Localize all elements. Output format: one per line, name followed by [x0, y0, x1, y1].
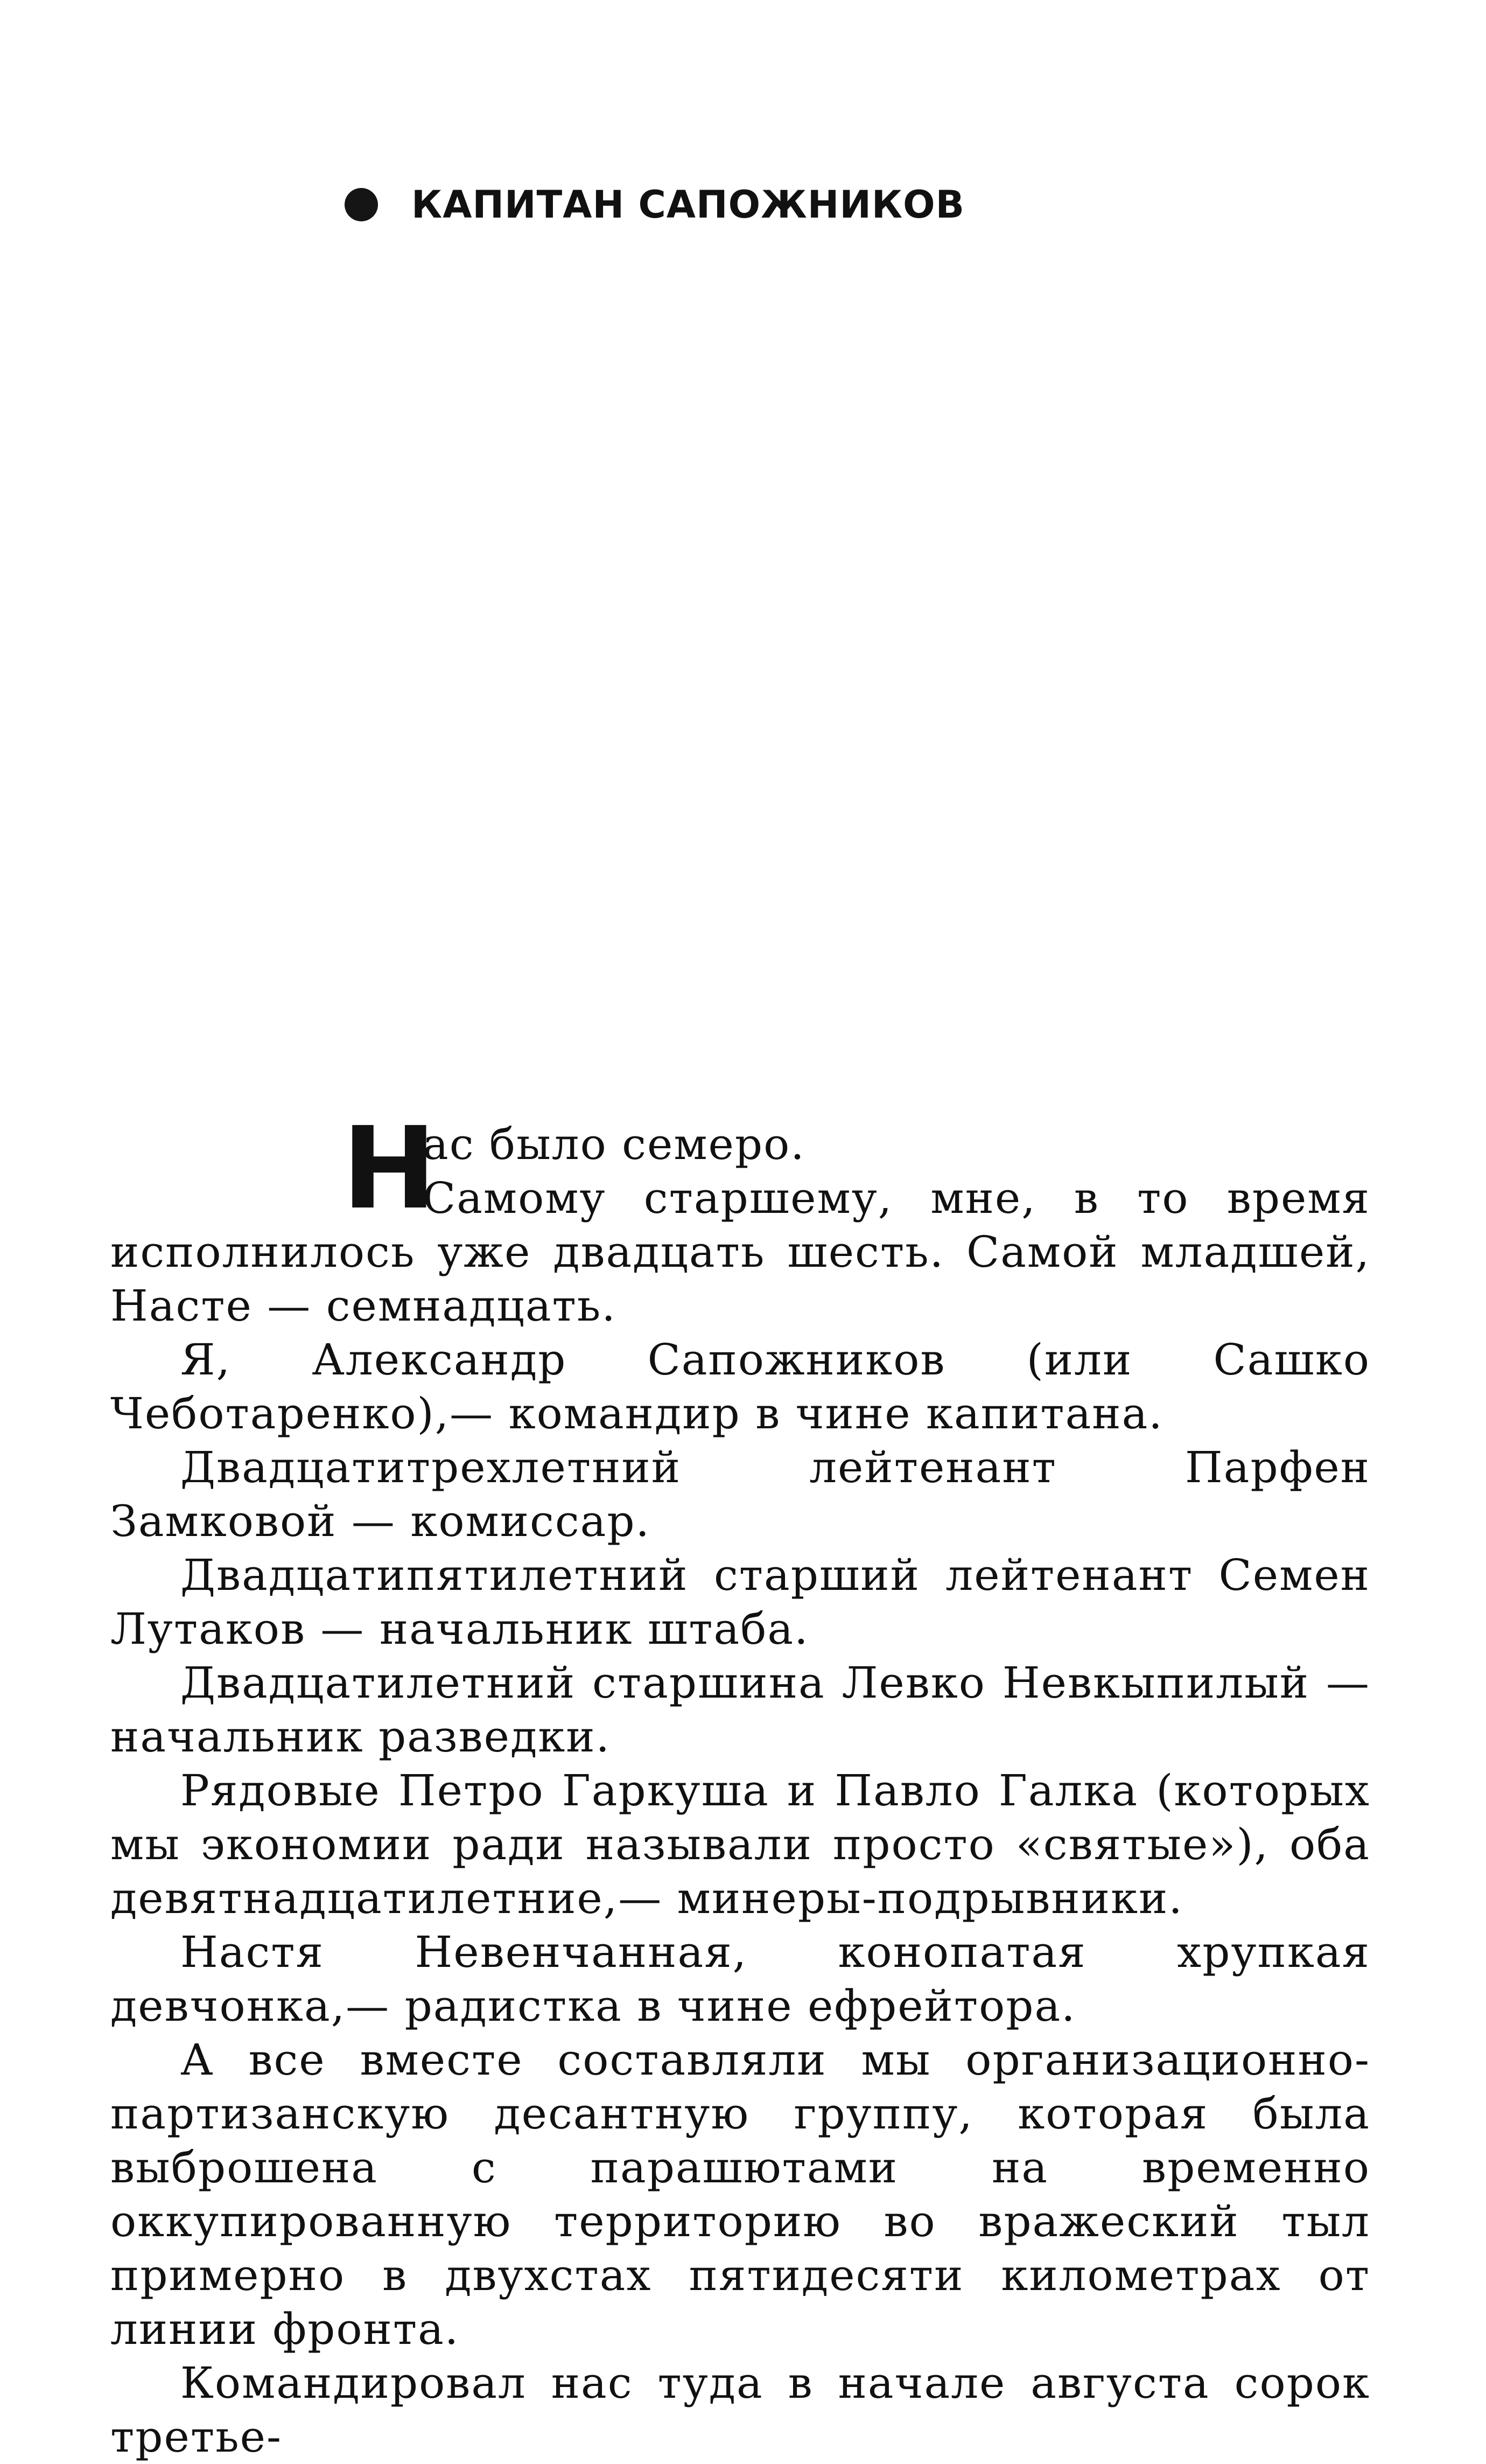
paragraph: Рядовые Петро Гаркуша и Павло Галка (которых мы экономии ради называли просто «святые»), оба девятнадцатилетние,— минеры-подрывники.: [110, 1765, 1370, 1923]
body-text: [110, 1102, 1370, 2464]
paragraph: Самому старшему, мне, в то время исполнилось уже двадцать шесть. Самой младшей, Насте — семнадцать.: [110, 1173, 1370, 1331]
opening-line-text: ас было семеро.: [423, 1119, 805, 1169]
chapter-heading: [345, 183, 965, 227]
paragraph: Настя Невенчанная, конопатая хрупкая девчонка,— радистка в чине ефрейтора.: [110, 1927, 1370, 2031]
chapter-title: КАПИТАН САПОЖНИКОВ: [411, 183, 965, 227]
paragraph: Двадцатилетний старшина Левко Невкыпилый — начальник разведки.: [110, 1658, 1370, 1762]
filled-circle-icon: [345, 188, 378, 221]
paragraph: Двадцатипятилетний старший лейтенант Семен Лутаков — начальник штаба.: [110, 1550, 1370, 1654]
opening-line: [110, 1118, 1370, 1171]
paragraph: Двадцатитрехлетний лейтенант Парфен Замковой — комиссар.: [110, 1442, 1370, 1546]
drop-cap: Н: [342, 1102, 437, 1234]
paragraph: Командировал нас туда в начале августа сорок третье-: [110, 2358, 1370, 2462]
paragraph: А все вместе составляли мы организационно-партизанскую десантную группу, которая была выброшена с парашютами на временно оккупированную территорию во вражеский тыл примерно в двухстах пятидесяти километрах от линии фронта.: [110, 2035, 1370, 2354]
paragraph: Я, Александр Сапожников (или Сашко Чеботаренко),— командир в чине капитана.: [110, 1335, 1370, 1439]
